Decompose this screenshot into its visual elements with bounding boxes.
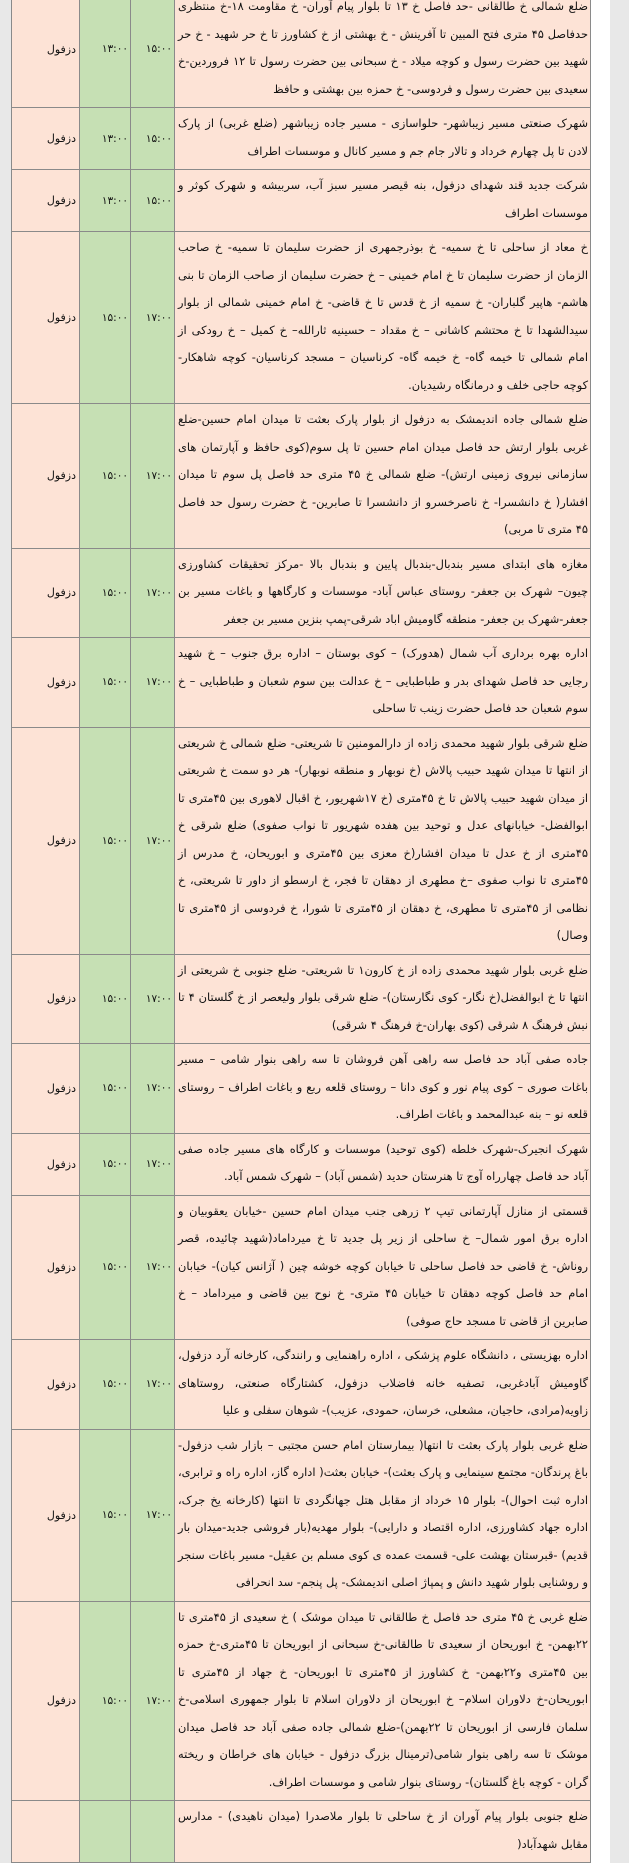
start-time-cell[interactable]: ۱۵:۰۰ <box>80 1195 131 1340</box>
area-cell[interactable]: اداره بهزیستی ، دانشگاه علوم پزشکی ، اداره راهنمایی و رانندگی، کارخانه آرد دزفول، گاومیش آبادغربی، تصفیه خانه فاضلاب دزفول، کشتارگاه صنعتی، روستاهای زاویه(مرادی، حاجیان، مشعلی، خرسان، حمودی، عزیب)- شوهان سفلی و علیا <box>175 1340 591 1430</box>
table-row <box>12 727 591 954</box>
city-cell[interactable]: دزفول <box>12 1340 80 1430</box>
start-time-cell[interactable]: ۱۵:۰۰ <box>80 1340 131 1430</box>
city-cell[interactable]: دزفول <box>12 548 80 638</box>
area-cell[interactable]: اداره بهره برداری آب شمال (هدورک) – کوی بوستان – اداره برق جنوب – خ شهید رجایی حد فاصل شهدای بدر و طباطبایی – خ عدالت بین سوم شعبان و طباطبایی – خ سوم شعبان حد فاصل حضرت زینب تا ساحلی <box>175 638 591 728</box>
table-row <box>12 108 591 170</box>
table-row <box>12 548 591 638</box>
start-time-cell[interactable]: ۱۵:۰۰ <box>80 954 131 1044</box>
area-cell[interactable]: ضلع شمالی جاده اندیمشک به دزفول از بلوار پارک بعثت تا میدان امام حسین-ضلع غربی بلوار ارتش حد فاصل میدان امام حسین تا پل سوم(کوی حافظ و آپارتمان های سازمانی نیروی زمینی ارتش)- ضلع شمالی خ ۴۵ متری حد فاصل پل سوم تا میدان افشار( خ دانشسرا- خ ناصرخسرو از دانشسرا تا صابرین- خ حضرت رسول حد فاصل ۴۵ متری تا مربی) <box>175 404 591 549</box>
end-time-cell[interactable]: ۱۷:۰۰ <box>131 954 175 1044</box>
table-row <box>12 1133 591 1195</box>
area-cell[interactable]: مغازه های ابتدای مسیر بندبال-بندبال پایین و بندبال بالا -مرکز تحقیقات کشاورزی چیون– شهرک بن جعفر- روستای عباس آباد- موسسات و کارگاهها و باغات مسیر بن جعفر-شهرک بن جعفر- منطقه گاومیش اباد شرقی-پمپ بنزین مسیر بن جعفر <box>175 548 591 638</box>
city-cell[interactable]: دزفول <box>12 727 80 954</box>
table-row <box>12 232 591 404</box>
city-cell[interactable]: دزفول <box>12 1195 80 1340</box>
start-time-cell[interactable]: ۱۵:۰۰ <box>80 404 131 549</box>
end-time-cell[interactable]: ۱۷:۰۰ <box>131 727 175 954</box>
table-row <box>12 404 591 549</box>
area-cell[interactable]: ضلع شرقی بلوار شهید محمدی زاده از دارالمومنین تا شریعتی- ضلع شمالی خ شریعتی از انتها تا میدان شهید حبیب پالاش (خ نوبهار و منطقه نوبهار)- هر دو سمت خ شریعتی از میدان شهید حبیب پالاش تا خ ۴۵متری (خ ۱۷شهریور، خ اقبال لاهوری بین ۴۵متری تا ابوالفضل- خیابانهای عدل و توحید بین هفده شهریور تا نواب صفوی) ضلع شرقی خ ۴۵متری از خ عدل تا میدان افشار(خ معزی بین ۴۵متری و ابوریحان، خ مدرس از ۴۵متری تا نواب صفوی –خ مطهری از دهقان تا فجر، خ ارسطو از داور تا شریعتی، خ نظامی از ۴۵متری تا مطهری، خ دهقان از ۴۵متری تا شورا، خ فردوسی از ۴۵متری تا وصال) <box>175 727 591 954</box>
end-time-cell[interactable]: ۱۷:۰۰ <box>131 1601 175 1801</box>
table-row <box>12 638 591 728</box>
end-time-cell[interactable]: ۱۵:۰۰ <box>131 0 175 108</box>
table-row <box>12 954 591 1044</box>
area-cell[interactable]: ضلع شمالی خ طالقانی -حد فاصل خ ۱۳ تا بلوار پیام آوران- خ مقاومت ۱۸-خ منتظری حدفاصل ۴۵ متری فتح المبین تا آفرینش - خ بهشتی از خ کشاورز تا خ حر شهید - خ حر شهید بین حضرت رسول و کوچه میلاد - خ سبحانی بین حضرت رسول تا ۱۲ فروردین-خ سعیدی بین حضرت رسول و فردوسی- خ حمزه بین بهشتی و حافظ <box>175 0 591 108</box>
start-time-cell[interactable] <box>80 1801 131 1863</box>
start-time-cell[interactable]: ۱۵:۰۰ <box>80 1429 131 1601</box>
table-row <box>12 170 591 232</box>
city-cell[interactable]: دزفول <box>12 404 80 549</box>
area-cell[interactable]: شهرک انجیرک-شهرک خلطه (کوی توحید) موسسات و کارگاه های مسیر جاده صفی آباد حد فاصل چهارراه آوج تا هنرستان حدید (شمس آباد) – شهرک شمس آباد. <box>175 1133 591 1195</box>
end-time-cell[interactable]: ۱۷:۰۰ <box>131 1195 175 1340</box>
city-cell[interactable]: دزفول <box>12 108 80 170</box>
outage-schedule-table <box>11 0 591 1863</box>
table-row <box>12 1195 591 1340</box>
table-row <box>12 1601 591 1801</box>
city-cell[interactable]: دزفول <box>12 0 80 108</box>
end-time-cell[interactable]: ۱۷:۰۰ <box>131 1044 175 1134</box>
area-cell[interactable]: ضلع جنوبی بلوار پیام آوران از خ ساحلی تا بلوار ملاصدرا (میدان ناهیدی) - مدارس مقابل شهدآباد( <box>175 1801 591 1863</box>
end-time-cell[interactable]: ۱۷:۰۰ <box>131 1429 175 1601</box>
end-time-cell[interactable]: ۱۵:۰۰ <box>131 170 175 232</box>
table-row <box>12 1801 591 1863</box>
city-cell[interactable]: دزفول <box>12 1429 80 1601</box>
city-cell[interactable]: دزفول <box>12 1601 80 1801</box>
city-cell[interactable]: دزفول <box>12 1044 80 1134</box>
end-time-cell[interactable]: ۱۷:۰۰ <box>131 232 175 404</box>
end-time-cell[interactable]: ۱۷:۰۰ <box>131 638 175 728</box>
city-cell[interactable]: دزفول <box>12 1133 80 1195</box>
city-cell[interactable]: دزفول <box>12 170 80 232</box>
area-cell[interactable]: ضلع غربی بلوار شهید محمدی زاده از خ کارون۱ تا شریعتی- ضلع جنوبی خ شریعتی از انتها تا خ ابوالفضل(خ نگار- کوی نگارستان)- ضلع شرقی بلوار ولیعصر از خ گلستان ۴ تا نبش فرهنگ ۸ شرقی (کوی بهاران-خ فرهنگ ۴ شرقی) <box>175 954 591 1044</box>
area-cell[interactable]: خ معاد از ساحلی تا خ سمیه- خ بوذرجمهری از حضرت سلیمان تا سمیه- خ صاحب الزمان از حضرت سلیمان تا خ امام خمینی – خ حضرت سلیمان از صاحب الزمان تا بنی هاشم- هاپیر گلباران- خ سمیه از خ قدس تا خ قاضی- خ امام خمینی شمالی از بلوار سیدالشهدا تا خ محتشم کاشانی – خ مقداد – حسینیه ثارالله– خ کمیل – خ رودکی از امام شمالی تا خیمه گاه- خ خیمه گاه- کرناسیان – مسجد کرناسیان- کوچه شاهکار- کوچه حاجی خلف و درمانگاه رشیدیان. <box>175 232 591 404</box>
start-time-cell[interactable]: ۱۵:۰۰ <box>80 727 131 954</box>
spreadsheet-sheet <box>11 0 610 1863</box>
city-cell[interactable]: دزفول <box>12 954 80 1044</box>
area-cell[interactable]: قسمتی از منازل آپارتمانی تیپ ۲ زرهی جنب میدان امام حسین -خیابان یعقوبیان و اداره برق امور شمال– خ ساحلی از زیر پل جدید تا خ میرداماد(شهید چائیده، قصر روناش- خ قاضی حد فاصل ساحلی تا خیابان کوچه خوشه چین ( آژانس کیان)- خیابان امام حد فاصل کوچه دهقان تا خیابان ۴۵ متری- خ نوح بین قاضی و میرداماد – خ صابرین از قاضی تا مسجد حاج صوفی) <box>175 1195 591 1340</box>
area-cell[interactable]: ضلع غربی خ ۴۵ متری حد فاصل خ طالقانی تا میدان موشک ) خ سعیدی از ۴۵متری تا ۲۲بهمن- خ ابوریحان از سعیدی تا طالقانی-خ سبحانی از ابوریحان تا ۴۵متری-خ حمزه بین ۴۵متری و۲۲بهمن- خ کشاورز از ۴۵متری تا ابوریحان- خ جهاد از ۴۵متری تا ابوریحان-خ دلاوران اسلام– خ ابوریحان از دلاوران اسلام تا بلوار جمهوری اسلامی-خ سلمان فارسی از ابوریحان تا ۲۲بهمن)-ضلع شمالی جاده صفی آباد حد فاصل میدان موشک تا سه راهی بنوار شامی(ترمینال بزرگ دزفول - خیابان های خراطان و ریخته گران - کوچه باغ گلستان)- روستای بنوار شامی و موسسات اطراف. <box>175 1601 591 1801</box>
city-cell[interactable]: دزفول <box>12 638 80 728</box>
area-cell[interactable]: ضلع غربی بلوار پارک بعثت تا انتها( بیمارستان امام حسن مجتبی – بازار شب دزفول- باغ پرندگان- مجتمع سینمایی و پارک بعثت)- خیابان بعثت( اداره گاز، اداره راه و ترابری، اداره ثبت احوال)- بلوار ۱۵ خرداد از مقابل هتل جهانگردی تا انتها (کارخانه یخ جرک، اداره جهاد کشاورزی، اداره اقتصاد و دارایی)- بلوار مهدیه(بار فروشی جدید-میدان بار قدیم) -قبرستان بهشت علی- قسمت عمده ی کوی مسلم بن عقیل- مسیر باغات سنجر و روشنایی بلوار شهید دانش و پمپاژ اصلی اندیمشک- پل پنجم- سد انحرافی <box>175 1429 591 1601</box>
start-time-cell[interactable]: ۱۳:۰۰ <box>80 0 131 108</box>
end-time-cell[interactable]: ۱۷:۰۰ <box>131 1340 175 1430</box>
end-time-cell[interactable]: ۱۷:۰۰ <box>131 1133 175 1195</box>
end-time-cell[interactable]: ۱۷:۰۰ <box>131 548 175 638</box>
area-cell[interactable]: جاده صفی آباد حد فاصل سه راهی آهن فروشان تا سه راهی بنوار شامی – مسیر باغات صوری – کوی پیام نور و کوی دانا – روستای قلعه ربع و باغات اطراف – روستای قلعه نو – بنه عبدالمحمد و باغات اطراف. <box>175 1044 591 1134</box>
start-time-cell[interactable]: ۱۳:۰۰ <box>80 170 131 232</box>
end-time-cell[interactable] <box>131 1801 175 1863</box>
start-time-cell[interactable]: ۱۵:۰۰ <box>80 232 131 404</box>
table-row <box>12 1044 591 1134</box>
end-time-cell[interactable]: ۱۵:۰۰ <box>131 108 175 170</box>
city-cell[interactable]: دزفول <box>12 232 80 404</box>
table-row <box>12 0 591 108</box>
start-time-cell[interactable]: ۱۵:۰۰ <box>80 548 131 638</box>
area-cell[interactable]: شهرک صنعتی مسیر زیباشهر- حلواسازی - مسیر جاده زیباشهر (ضلع غربی) از پارک لادن تا پل چهارم خرداد و تالار جام جم و مسیر کانال و موسسات اطراف <box>175 108 591 170</box>
area-cell[interactable]: شرکت جدید قند شهدای دزفول، بنه قیصر مسیر سبز آب، سربیشه و شهرک کوثر و موسسات اطراف <box>175 170 591 232</box>
table-row <box>12 1340 591 1430</box>
start-time-cell[interactable]: ۱۵:۰۰ <box>80 1601 131 1801</box>
start-time-cell[interactable]: ۱۵:۰۰ <box>80 638 131 728</box>
city-cell[interactable] <box>12 1801 80 1863</box>
start-time-cell[interactable]: ۱۵:۰۰ <box>80 1133 131 1195</box>
right-margin <box>610 0 629 1280</box>
start-time-cell[interactable]: ۱۵:۰۰ <box>80 1044 131 1134</box>
start-time-cell[interactable]: ۱۳:۰۰ <box>80 108 131 170</box>
end-time-cell[interactable]: ۱۷:۰۰ <box>131 404 175 549</box>
table-row <box>12 1429 591 1601</box>
